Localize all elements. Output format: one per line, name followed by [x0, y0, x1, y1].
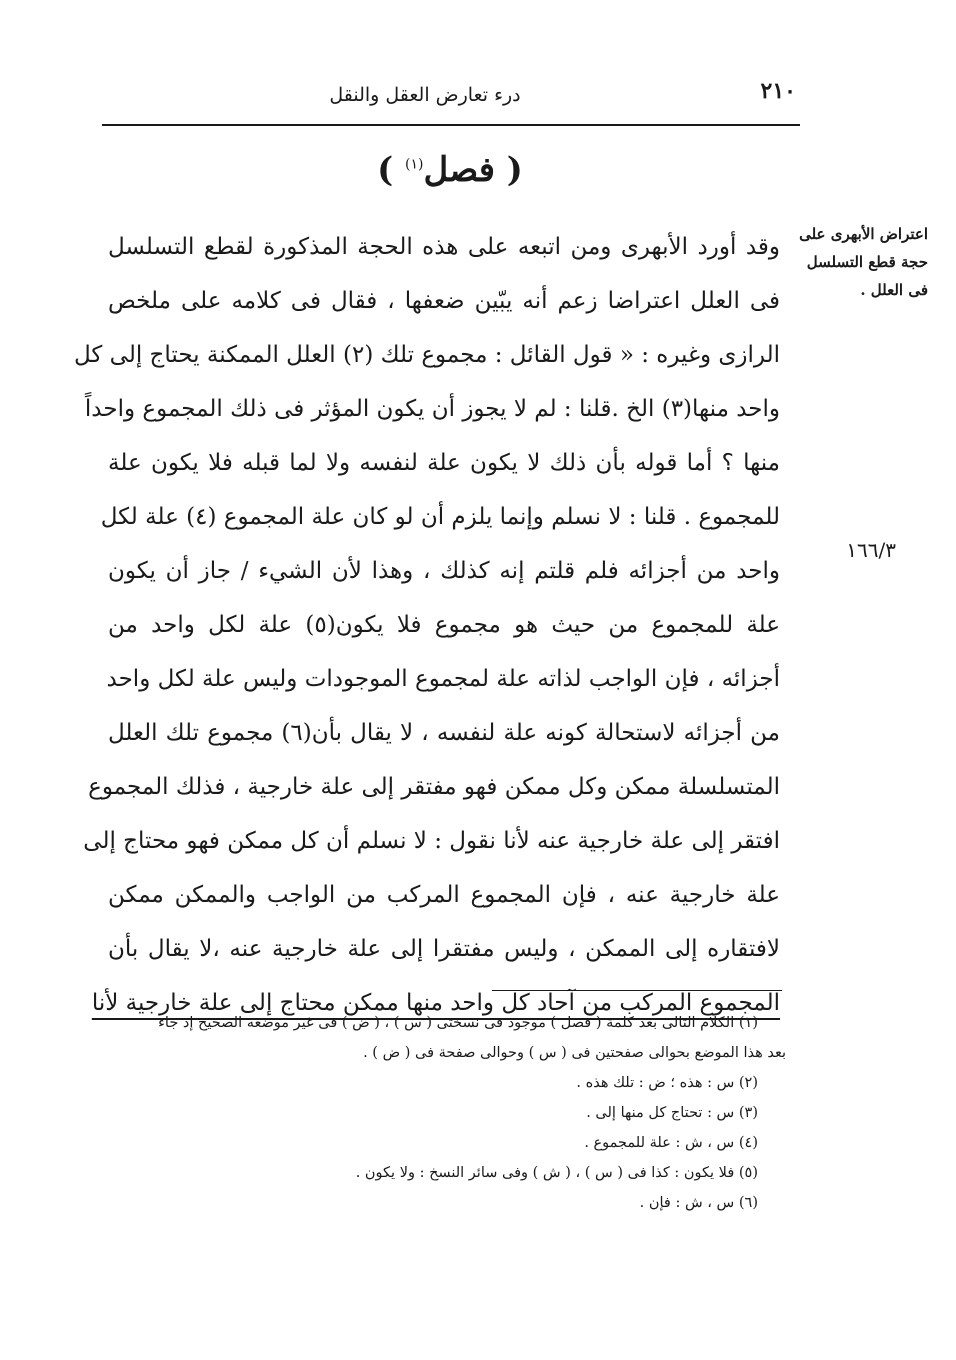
body-line: لافتقاره إلى الممكن ، وليس مفتقرا إلى علة خارجية عنه ،لا يقال بأن — [108, 936, 780, 962]
footnote-continuation: بعد هذا الموضع بحوالى صفحتين فى ( س ) وحوالى صفحة فى ( ض ) . — [363, 1045, 786, 1061]
page-number: ٢١٠ — [760, 78, 796, 104]
header-rule — [102, 124, 800, 126]
footnote: (٣) س : تحتاج كل منها إلى . — [586, 1105, 758, 1121]
body-line: أجزائه ، فإن الواجب لذاته علة لمجموع الموجودات وليس علة لكل واحد — [106, 666, 780, 692]
footnotes — [108, 1008, 786, 1218]
body-line: المجموع المركب من آحاد كل واحد منها ممكن محتاج إلى علة خارجية لأنا — [91, 990, 780, 1016]
body-line: وقد أورد الأبهرى ومن اتبعه على هذه الحجة المذكورة لقطع التسلسل — [108, 234, 780, 260]
footnote-rule — [492, 990, 782, 991]
section-heading-close: ) — [377, 150, 394, 190]
body-line: افتقر إلى علة خارجية عنه لأنا نقول : لا نسلم أن كل ممكن فهو محتاج إلى — [83, 828, 780, 854]
section-heading-note-mark: (١) — [405, 156, 424, 173]
footnote: (٥) فلا يكون : كذا فى ( س ) ، ( ش ) وفى سائر النسخ : ولا يكون . — [355, 1165, 758, 1181]
body-line: فى العلل اعتراضا زعم أنه يبّين ضعفها ، فقال فى كلامه على ملخص — [108, 288, 780, 314]
footnote: (٤) س ، ش : علة للمجموع . — [584, 1135, 758, 1151]
body-line: واحد منها(٣) الخ .قلنا : لم لا يجوز أن يكون المؤثر فى ذلك المجموع واحداً — [84, 396, 780, 422]
body-line: للمجموع . قلنا : لا نسلم وإنما يلزم أن لو كان علة المجموع (٤) علة لكل — [100, 504, 780, 530]
footnote: (٢) س : هذه ؛ ض : تلك هذه . — [576, 1075, 758, 1091]
body-line: علة خارجية عنه ، فإن المجموع المركب من الواجب والممكن ممكن — [108, 882, 780, 908]
original-page-reference: ١٦٦/٣ — [846, 538, 896, 562]
footnote: (١) الكلام التالى بعد كلمة ( فصل ) موجود فى نسختى ( س ) ، ( ض ) فى غير موضعه الصحيح إذ جاء — [158, 1015, 758, 1031]
body-line: الرازى وغيره : « قول القائل : مجموع تلك (٢) العلل الممكنة يحتاج إلى كل — [73, 342, 780, 368]
body-line: المتسلسلة ممكن وكل ممكن فهو مفتقر إلى علة خارجية ، فذلك المجموع — [88, 774, 780, 800]
body-text — [73, 220, 780, 1030]
section-heading-text: ( فصل — [423, 150, 523, 190]
body-line: منها ؟ أما قوله بأن ذلك لا يكون علة لنفسه ولا لما قبله فلا يكون علة — [108, 450, 780, 476]
body-line: واحد من أجزائه فلم قلتم إنه كذلك ، وهذا لأن الشيء / جاز أن يكون — [108, 558, 780, 584]
margin-note: اعتراض الأبهرى على حجة قطع التسلسل فى العلل . — [799, 225, 928, 299]
body-line: من أجزائه لاستحالة كونه علة لنفسه ، لا يقال بأن(٦) مجموع تلك العلل — [108, 720, 780, 746]
body-line: علة للمجموع من حيث هو مجموع فلا يكون(٥) علة لكل واحد من — [108, 612, 780, 638]
footnote: (٦) س ، ش : فإن . — [639, 1195, 758, 1211]
running-title: درء تعارض العقل والنقل — [329, 84, 521, 106]
section-heading — [300, 150, 600, 190]
